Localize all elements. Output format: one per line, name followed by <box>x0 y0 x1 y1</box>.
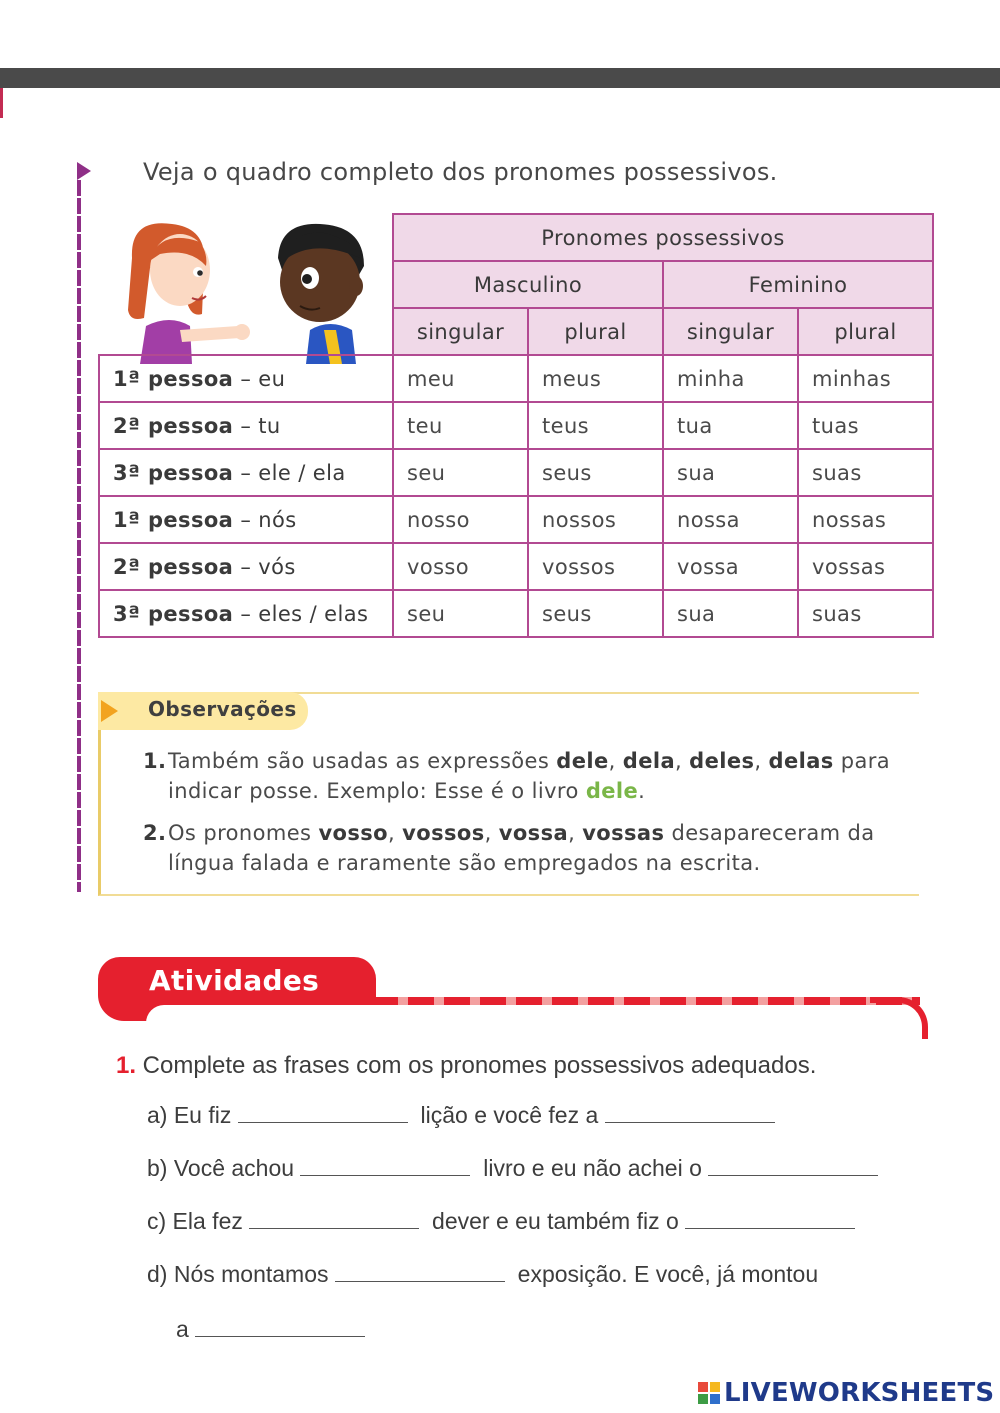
section-side-line <box>77 180 81 892</box>
observations-title: Observações <box>148 697 297 721</box>
observation-text: Também são usadas as expressões dele, dela, deles, delas para indicar posse. Exemplo: Esse é o livro dele. <box>168 749 891 803</box>
question-1: 1. Complete as frases com os pronomes possessivos adequados. <box>116 1052 817 1079</box>
intro-text: Veja o quadro completo dos pronomes possessivos. <box>143 158 778 186</box>
number-header: singular <box>393 308 528 355</box>
page-edge-mark <box>0 88 3 118</box>
number-header: singular <box>663 308 798 355</box>
observations-arrow-icon <box>101 700 118 722</box>
pronoun-cell: teus <box>528 402 663 449</box>
sentence-c: c) Ela fez dever e eu também fiz o <box>147 1208 855 1235</box>
person-cell: 1ª pessoa – eu <box>99 355 393 402</box>
answer-blank[interactable] <box>195 1330 365 1337</box>
person-cell: 2ª pessoa – tu <box>99 402 393 449</box>
table-row <box>99 402 933 449</box>
pronoun-cell: vossos <box>528 543 663 590</box>
gender-header-masculine: Masculino <box>393 261 663 308</box>
possessive-pronouns-table <box>98 213 934 638</box>
answer-blank[interactable] <box>300 1169 470 1176</box>
logo-grid-icon <box>698 1382 720 1404</box>
observation-text: Os pronomes vosso, vossos, vossa, vossas desapareceram da língua falada e raramente são empregados na escrita. <box>168 821 875 875</box>
logo-text: LIVEWORKSHEETS <box>724 1378 995 1408</box>
activities-dashed-line <box>372 997 920 1005</box>
pronoun-cell: vosso <box>393 543 528 590</box>
table-row <box>99 355 933 402</box>
answer-blank[interactable] <box>685 1222 855 1229</box>
pronoun-cell: meu <box>393 355 528 402</box>
observation-item-1 <box>143 746 913 806</box>
pronoun-cell: sua <box>663 449 798 496</box>
pronoun-cell: nosso <box>393 496 528 543</box>
sentence-d: d) Nós montamos exposição. E você, já montou <box>147 1261 819 1287</box>
pronoun-cell: suas <box>798 590 933 637</box>
table-title: Pronomes possessivos <box>393 214 933 261</box>
activities-title: Atividades <box>149 964 320 997</box>
answer-blank[interactable] <box>708 1169 878 1176</box>
pronoun-cell: seus <box>528 590 663 637</box>
pronoun-cell: seu <box>393 590 528 637</box>
top-bar <box>0 68 1000 88</box>
pronoun-cell: sua <box>663 590 798 637</box>
question-number: 1. <box>116 1052 137 1079</box>
observation-number: 2. <box>143 821 167 845</box>
person-cell: 3ª pessoa – eles / elas <box>99 590 393 637</box>
liveworksheets-logo <box>698 1378 994 1408</box>
highlight-word: dele <box>585 779 639 803</box>
answer-blank[interactable] <box>249 1222 419 1229</box>
table-row <box>99 496 933 543</box>
table-row <box>99 449 933 496</box>
pronoun-cell: suas <box>798 449 933 496</box>
sentence-b: b) Você achou livro e eu não achei o <box>147 1155 878 1182</box>
number-header: plural <box>528 308 663 355</box>
person-cell: 2ª pessoa – vós <box>99 543 393 590</box>
answer-blank[interactable] <box>335 1275 505 1282</box>
pronoun-cell: vossas <box>798 543 933 590</box>
pronoun-cell: meus <box>528 355 663 402</box>
observation-number: 1. <box>143 749 167 773</box>
gender-header-feminine: Feminino <box>663 261 933 308</box>
pronoun-cell: nossos <box>528 496 663 543</box>
answer-blank[interactable] <box>605 1116 775 1123</box>
answer-blank[interactable] <box>238 1116 408 1123</box>
pronoun-cell: nossas <box>798 496 933 543</box>
pronoun-cell: seus <box>528 449 663 496</box>
pronoun-cell: tuas <box>798 402 933 449</box>
pronoun-cell: tua <box>663 402 798 449</box>
person-cell: 1ª pessoa – nós <box>99 496 393 543</box>
pronoun-cell: nossa <box>663 496 798 543</box>
activities-header-cutout <box>146 1005 878 1025</box>
observation-item-2 <box>143 818 913 878</box>
pronoun-cell: seu <box>393 449 528 496</box>
pronoun-cell: minhas <box>798 355 933 402</box>
pronoun-cell: minha <box>663 355 798 402</box>
sentence-d-continued: a <box>176 1316 365 1343</box>
number-header: plural <box>798 308 933 355</box>
pronoun-cell: vossa <box>663 543 798 590</box>
pronoun-cell: teu <box>393 402 528 449</box>
sentence-a: a) Eu fiz lição e você fez a <box>147 1102 775 1129</box>
table-row <box>99 590 933 637</box>
section-arrow-icon <box>77 162 91 180</box>
table-row <box>99 543 933 590</box>
person-cell: 3ª pessoa – ele / ela <box>99 449 393 496</box>
